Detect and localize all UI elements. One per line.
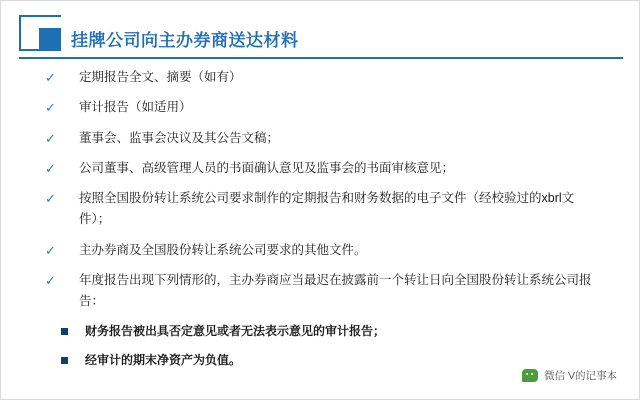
list-item-label: 按照全国股份转让系统公司要求制作的定期报告和财务数据的电子文件（经校验过的xbrl文件）； bbox=[79, 191, 575, 227]
sub-list-item-label: 经审计的期末净资产为负值。 bbox=[85, 352, 242, 367]
list-item-label: 主办券商及全国股份转让系统公司要求的其他文件。 bbox=[79, 242, 367, 257]
list-item bbox=[41, 67, 601, 88]
list-item-label: 公司董事、高级管理人员的书面确认意见及监事会的书面审核意见； bbox=[79, 160, 455, 175]
sub-bullet-list bbox=[41, 321, 601, 370]
check-icon: ✓ bbox=[45, 191, 56, 206]
sub-list-item bbox=[41, 350, 601, 370]
sub-list-wrapper bbox=[1, 321, 640, 370]
sub-list-item-label: 财务报告被出具否定意见或者无法表示意见的审计报告； bbox=[85, 324, 386, 339]
check-icon: ✓ bbox=[45, 130, 56, 146]
slide-body bbox=[1, 67, 640, 378]
header-divider bbox=[19, 57, 623, 59]
list-item bbox=[41, 240, 601, 261]
sub-list-item bbox=[41, 321, 601, 341]
list-item-label: 审计报告（如适用） bbox=[79, 100, 192, 115]
slide-header bbox=[1, 1, 639, 63]
check-icon: ✓ bbox=[45, 100, 56, 116]
list-item bbox=[41, 188, 601, 231]
list-item bbox=[41, 97, 601, 118]
page-title: 挂牌公司向主办券商送达材料 bbox=[71, 31, 299, 50]
square-bullet-icon bbox=[61, 357, 68, 364]
footer-signature bbox=[522, 368, 617, 383]
bullet-list bbox=[1, 67, 640, 312]
wechat-icon bbox=[522, 369, 538, 382]
list-item-label: 年度报告出现下列情形的，主办券商应当最迟在披露前一个转让日向全国股份转让系统公司报告： bbox=[79, 272, 592, 308]
check-icon: ✓ bbox=[45, 272, 56, 288]
signature-label: 微信 V的记事本 bbox=[544, 370, 617, 382]
list-item-label: 董事会、监事会决议及其公告文稿； bbox=[79, 130, 280, 145]
list-item bbox=[41, 128, 601, 149]
decorative-square bbox=[39, 28, 61, 50]
list-item bbox=[41, 158, 601, 179]
check-icon: ✓ bbox=[45, 160, 56, 176]
list-item-label: 定期报告全文、摘要（如有） bbox=[79, 70, 242, 84]
list-item bbox=[41, 270, 601, 313]
check-icon: ✓ bbox=[45, 242, 56, 258]
check-icon: ✓ bbox=[45, 70, 56, 85]
square-bullet-icon bbox=[61, 328, 68, 335]
